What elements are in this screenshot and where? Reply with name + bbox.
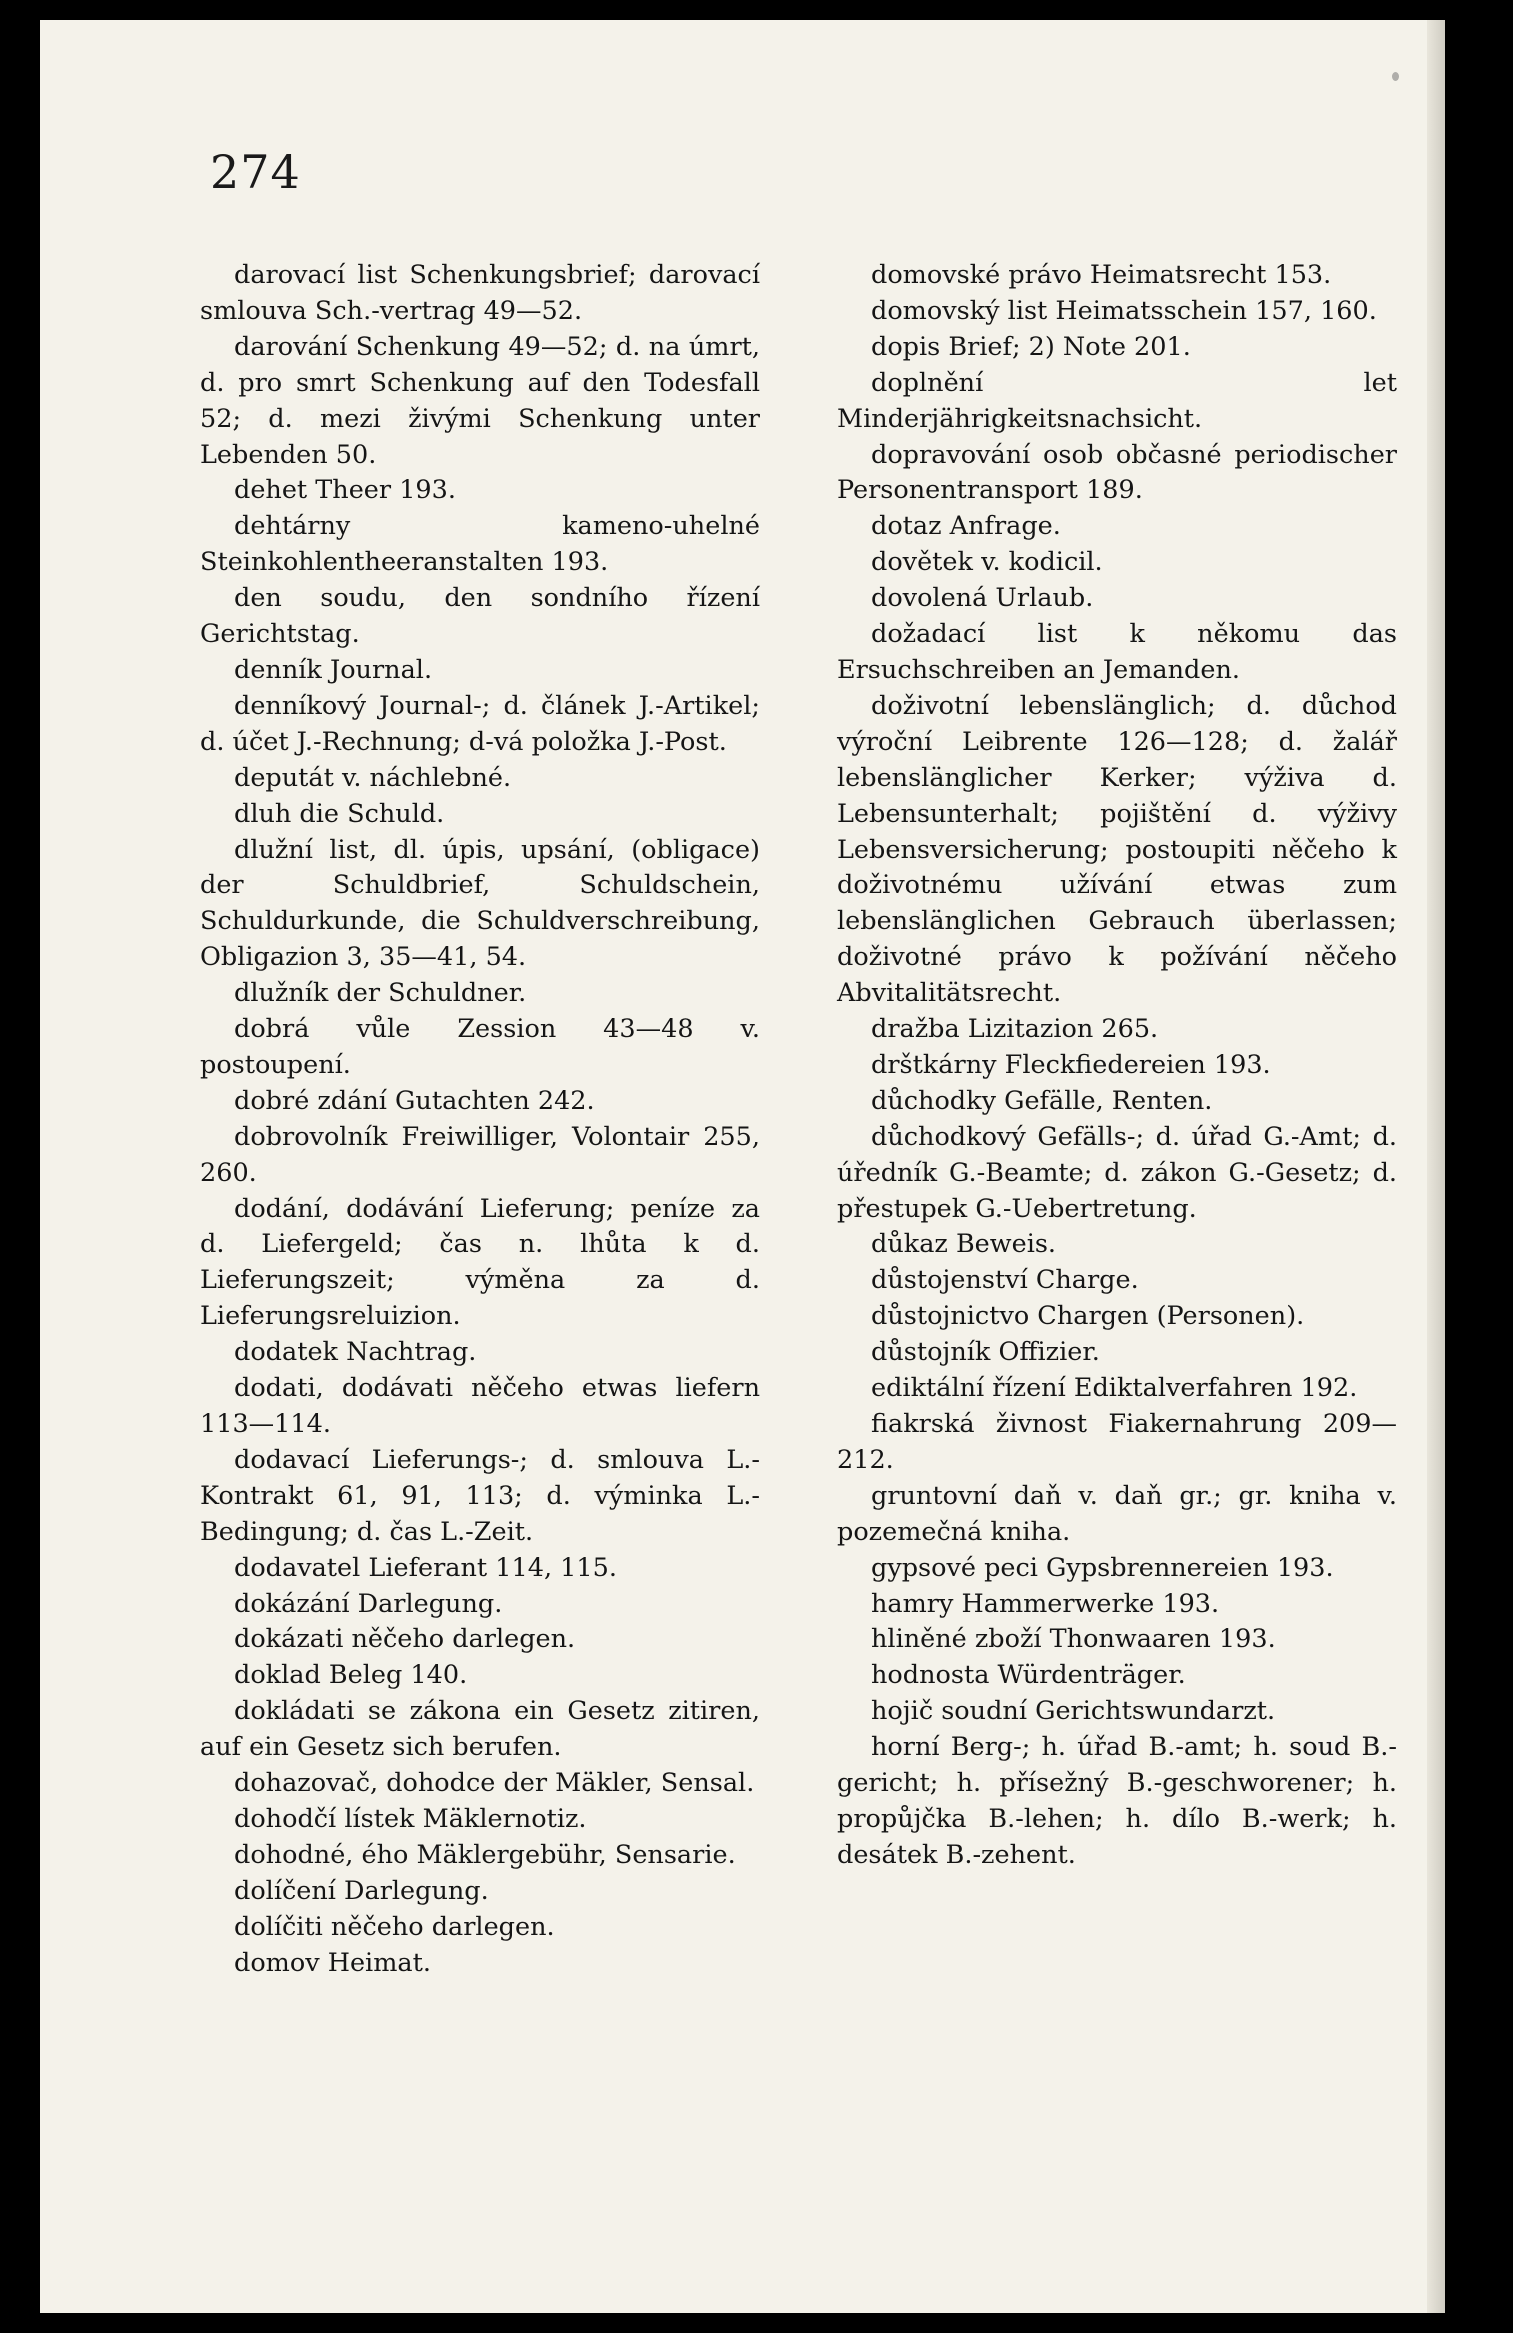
dictionary-entry: dodatek Nachtrag.	[234, 1337, 477, 1368]
dictionary-entry: den soudu, den sondního řízení Gerichtstag.	[200, 583, 760, 650]
dictionary-entry: hojič soudní Gerichtswundarzt.	[871, 1696, 1276, 1727]
dictionary-entry: darovací list Schenkungsbrief; darovací smlouva Sch.-vertrag 49—52.	[200, 260, 760, 326]
right-column	[837, 258, 1397, 1874]
dictionary-entry: dopravování osob občasné periodischer Personentransport 189.	[837, 439, 1397, 506]
dictionary-entry: ediktální řízení Ediktalverfahren 192.	[871, 1373, 1358, 1404]
dictionary-entry: důstojenství Charge.	[871, 1265, 1139, 1296]
dictionary-entry: dlužník der Schuldner.	[234, 978, 527, 1009]
dictionary-entry: domovské právo Heimatsrecht 153.	[871, 260, 1332, 290]
dictionary-entry: dehet Theer 193.	[234, 475, 456, 506]
dictionary-entry: dokládati se zákona ein Gesetz zitiren, auf ein Gesetz sich berufen.	[200, 1696, 760, 1763]
dictionary-entry: deputát v. náchlebné.	[234, 762, 512, 793]
dictionary-entry: dodání, dodávání Lieferung; peníze za d. Liefergeld; čas n. lhůta k d. Lieferungszeit; výměna za d. Lieferungsreluizion.	[200, 1193, 760, 1332]
dictionary-entry: fiakrská živnost Fiakernahrung 209—212.	[837, 1409, 1397, 1475]
dictionary-entry: hodnosta Würdenträger.	[871, 1660, 1186, 1691]
dictionary-entry: důchodky Gefälle, Renten.	[871, 1085, 1213, 1116]
dictionary-entry: dodati, dodávati něčeho etwas liefern 113—114.	[200, 1373, 760, 1439]
ink-spot	[1392, 72, 1399, 81]
dictionary-entry: doplnění let Minderjährigkeitsnachsicht.	[837, 367, 1397, 434]
dictionary-entry: darování Schenkung 49—52; d. na úmrt, d. pro smrt Schenkung auf den Todesfall 52; d. mezi živými Schenkung unter Lebenden 50.	[200, 331, 760, 470]
dictionary-entry: dolíčení Darlegung.	[234, 1875, 489, 1906]
dictionary-entry: dotaz Anfrage.	[871, 511, 1061, 542]
dictionary-entry: doklad Beleg 140.	[234, 1660, 468, 1691]
dictionary-entry: gruntovní daň v. daň gr.; gr. kniha v. pozemečná kniha.	[837, 1480, 1397, 1547]
page-number: 274	[210, 145, 301, 199]
dictionary-entry: horní Berg-; h. úřad B.-amt; h. soud B.-gericht; h. přísežný B.-geschworener; h. propůjčka B.-lehen; h. dílo B.-werk; h. desátek B.-zehent.	[837, 1732, 1397, 1870]
dictionary-entry: domov Heimat.	[234, 1947, 431, 1978]
dictionary-entry: dlužní list, dl. úpis, upsání, (obligace) der Schuldbrief, Schuldschein, Schuldurkunde, die Schuldverschreibung, Obligazion 3, 35—41, 54.	[200, 834, 760, 973]
dictionary-entry: dehtárny kameno-uhelné Steinkohlentheeranstalten 193.	[200, 511, 760, 578]
dictionary-entry: důchodkový Gefälls-; d. úřad G.-Amt; d. úředník G.-Beamte; d. zákon G.-Gesetz; d. přestupek G.-Uebertretung.	[837, 1121, 1397, 1224]
dictionary-entry: dolíčiti něčeho darlegen.	[234, 1911, 555, 1942]
dictionary-entry: dovolená Urlaub.	[871, 583, 1094, 614]
dictionary-entry: důstojník Offizier.	[871, 1337, 1100, 1368]
dictionary-entry: dokázati něčeho darlegen.	[234, 1624, 576, 1655]
dictionary-entry: dohodné, ého Mäklergebühr, Sensarie.	[234, 1839, 736, 1870]
page-edge	[1427, 20, 1445, 2313]
left-column	[200, 258, 760, 1982]
book-page	[40, 20, 1445, 2313]
dictionary-entry: dovětek v. kodicil.	[871, 547, 1103, 578]
dictionary-entry: dodavací Lieferungs-; d. smlouva L.-Kontrakt 61, 91, 113; d. výminka L.-Bedingung; d. čas L.-Zeit.	[200, 1444, 760, 1547]
dictionary-entry: denníkový Journal-; d. článek J.-Artikel; d. účet J.-Rechnung; d-vá položka J.-Post.	[200, 690, 760, 757]
dictionary-entry: dokázání Darlegung.	[234, 1588, 503, 1619]
dictionary-entry: doživotní lebenslänglich; d. důchod výroční Leibrente 126—128; d. žalář lebenslänglicher Kerker; výživa d. Lebensunterhalt; pojištění d. výživy Lebensversicherung; postoupiti něčeho k doživotnému užívání etwas zum lebenslänglichen Gebrauch überlassen; doživotné právo k požívání něčeho Abvitalitätsrecht.	[837, 690, 1397, 1009]
dictionary-entry: dohazovač, dohodce der Mäkler, Sensal.	[234, 1768, 755, 1799]
dictionary-entry: důkaz Beweis.	[871, 1229, 1057, 1260]
dictionary-entry: dobrovolník Freiwilliger, Volontair 255, 260.	[200, 1121, 760, 1188]
dictionary-entry: gypsové peci Gypsbrennereien 193.	[871, 1552, 1334, 1583]
dictionary-entry: důstojnictvo Chargen (Personen).	[871, 1301, 1305, 1332]
dictionary-entry: dražba Lizitazion 265.	[871, 1014, 1159, 1045]
dictionary-entry: dohodčí lístek Mäklernotiz.	[234, 1803, 587, 1834]
dictionary-entry: hamry Hammerwerke 193.	[871, 1588, 1220, 1619]
dictionary-entry: dopis Brief; 2) Note 201.	[871, 331, 1191, 362]
dictionary-entry: hliněné zboží Thonwaaren 193.	[871, 1624, 1276, 1655]
dictionary-entry: denník Journal.	[234, 654, 433, 685]
dictionary-entry: domovský list Heimatsschein 157, 160.	[871, 295, 1377, 326]
dictionary-entry: drštkárny Fleckfiedereien 193.	[871, 1049, 1271, 1080]
dictionary-entry: dobré zdání Gutachten 242.	[234, 1085, 595, 1116]
dictionary-entry: dožadací list k někomu das Ersuchschreiben an Jemanden.	[837, 619, 1397, 685]
dictionary-entry: dluh die Schuld.	[234, 798, 445, 829]
dictionary-entry: dobrá vůle Zession 43—48 v. postoupení.	[200, 1014, 760, 1080]
dictionary-entry: dodavatel Lieferant 114, 115.	[234, 1552, 617, 1583]
